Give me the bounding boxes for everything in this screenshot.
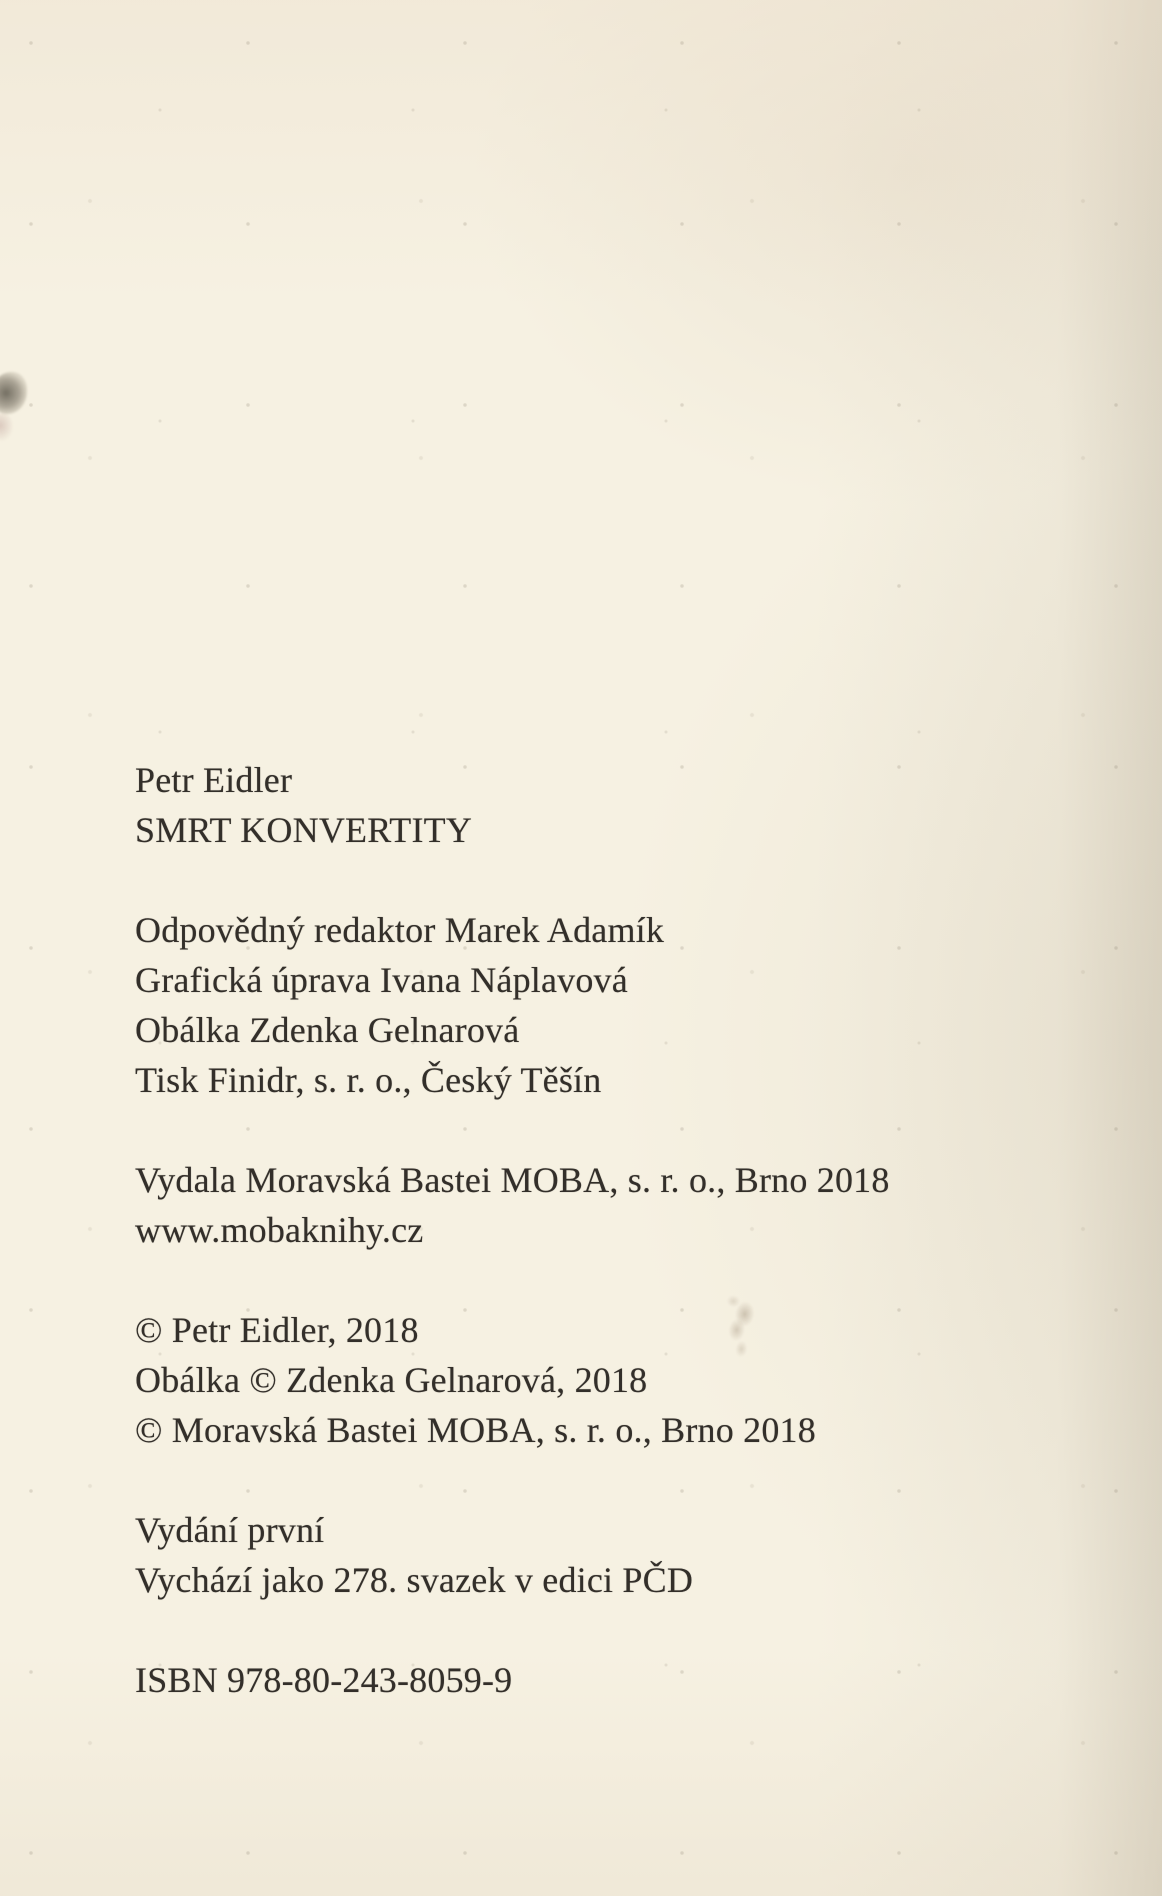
- isbn-line: ISBN 978-80-243-8059-9: [135, 1660, 513, 1700]
- edition-block: [135, 1505, 1095, 1605]
- faint-mark-left-edge: [0, 413, 13, 441]
- publisher-line: Vydala Moravská Bastei MOBA, s. r. o., Brno 2018: [135, 1160, 890, 1200]
- copyright-cover-line: Obálka © Zdenka Gelnarová, 2018: [135, 1360, 648, 1400]
- cover-credit: Obálka Zdenka Gelnarová: [135, 1010, 520, 1050]
- title-block: [135, 755, 1095, 855]
- edition-line: Vydání první: [135, 1510, 325, 1550]
- editor-credit: Odpovědný redaktor Marek Adamík: [135, 910, 665, 950]
- series-line: Vychází jako 278. svazek v edici PČD: [135, 1560, 694, 1600]
- layout-credit: Grafická úprava Ivana Náplavová: [135, 960, 628, 1000]
- book-title: SMRT KONVERTITY: [135, 810, 473, 850]
- ink-smudge-left-edge: [0, 372, 27, 414]
- publisher-block: [135, 1155, 1095, 1255]
- author-name: Petr Eidler: [135, 760, 293, 800]
- print-credit: Tisk Finidr, s. r. o., Český Těšín: [135, 1060, 602, 1100]
- isbn-block: [135, 1655, 1095, 1705]
- copyright-author-line: © Petr Eidler, 2018: [135, 1310, 419, 1350]
- publisher-website: www.mobaknihy.cz: [135, 1210, 424, 1250]
- credits-block: [135, 905, 1095, 1105]
- imprint-text: [135, 755, 1095, 1705]
- copyright-publisher-line: © Moravská Bastei MOBA, s. r. o., Brno 2018: [135, 1410, 816, 1450]
- copyright-block: [135, 1305, 1095, 1455]
